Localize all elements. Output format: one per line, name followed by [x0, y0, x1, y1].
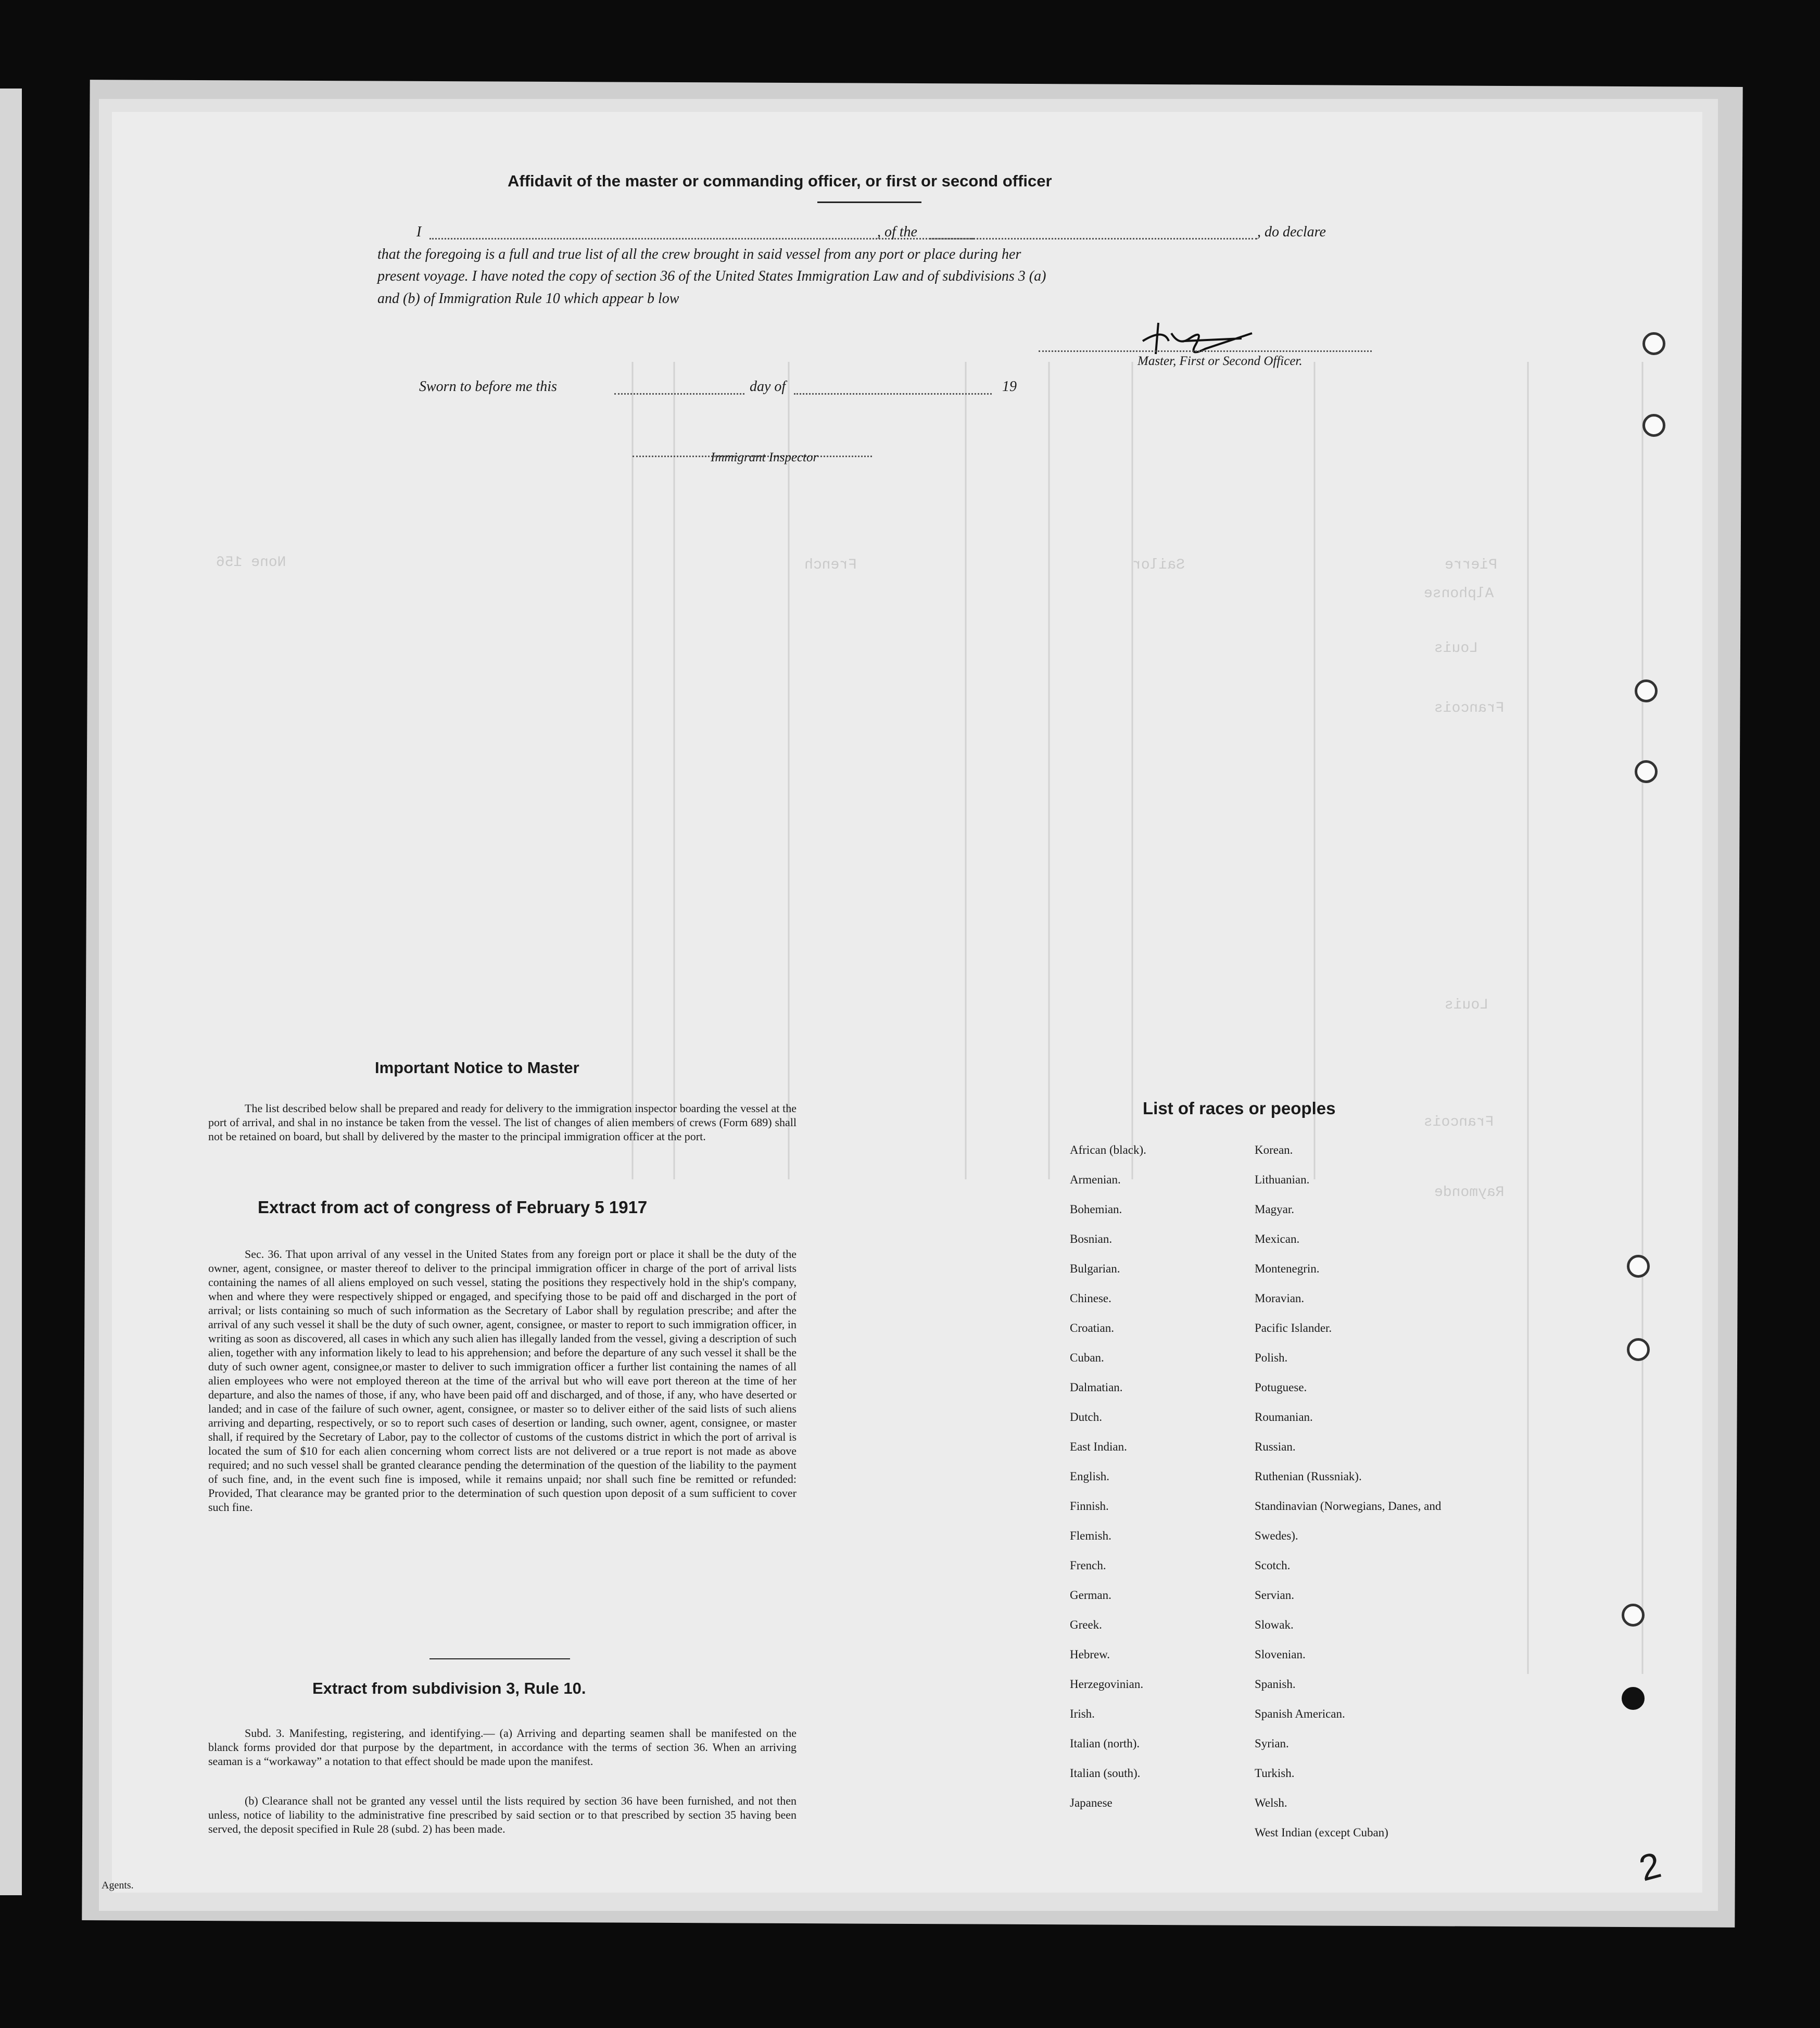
- extract-act-title: Extract from act of congress of February 5 1917: [258, 1198, 648, 1217]
- race-item: Dutch.: [1070, 1410, 1102, 1424]
- race-item: Chinese.: [1070, 1292, 1111, 1305]
- affidavit-of-the: , of the: [877, 224, 917, 240]
- race-item: Welsh.: [1255, 1796, 1287, 1809]
- master-signature: [1132, 318, 1257, 359]
- affidavit-line-2: that the foregoing is a full and true list of all the crew brought in said vessel from any port or place during her: [377, 246, 1021, 262]
- race-item: Standinavian (Norwegians, Danes, and Swedes).: [1255, 1500, 1442, 1542]
- binder-hole: [1622, 1687, 1645, 1710]
- race-item: Slowak.: [1255, 1618, 1294, 1631]
- race-item: French.: [1070, 1559, 1106, 1572]
- extract-divider: [429, 1658, 570, 1659]
- race-item: Bosnian.: [1070, 1232, 1113, 1245]
- race-item: West Indian (except Cuban): [1255, 1826, 1388, 1839]
- races-column-1: [1070, 1135, 1257, 1818]
- race-item: Spanish.: [1255, 1678, 1296, 1691]
- races-column-2: [1255, 1135, 1473, 1847]
- race-item: Roumanian.: [1255, 1410, 1313, 1424]
- race-item: Polish.: [1255, 1351, 1288, 1364]
- race-item: Pacific Islander.: [1255, 1321, 1332, 1334]
- extract-rule-title: Extract from subdivision 3, Rule 10.: [312, 1679, 586, 1697]
- race-item: Mexican.: [1255, 1232, 1300, 1245]
- race-item: Russian.: [1255, 1440, 1296, 1453]
- signature-caption: Master, First or Second Officer.: [1138, 354, 1303, 368]
- affidavit-line-I: I: [416, 224, 422, 240]
- race-item: Slovenian.: [1255, 1648, 1306, 1661]
- race-item: Herzegovinian.: [1070, 1678, 1144, 1691]
- binder-hole: [1635, 679, 1658, 702]
- race-item: Moravian.: [1255, 1292, 1305, 1305]
- race-item: Lithuanian.: [1255, 1173, 1310, 1186]
- inspector-caption: Immigrant Inspector: [711, 450, 818, 464]
- extract-rule-para-b: (b) Clearance shall not be granted any vessel until the lists required by section 36 have been furnished, and not then unless, notice of liability to the administrative fine prescribed by said section or to that prescribed by section 35 having been served, the deposit specified in Rule 28 (subd. 2) has been made.: [208, 1794, 797, 1835]
- race-item: Bulgarian.: [1070, 1262, 1120, 1275]
- race-item: East Indian.: [1070, 1440, 1127, 1453]
- race-item: Italian (north).: [1070, 1737, 1140, 1750]
- race-item: Irish.: [1070, 1707, 1095, 1720]
- race-item: German.: [1070, 1589, 1111, 1602]
- binder-hole: [1627, 1338, 1650, 1361]
- binder-hole: [1642, 414, 1665, 437]
- affidavit-title-underline: [817, 201, 921, 203]
- race-item: Italian (south).: [1070, 1767, 1141, 1780]
- race-item: Montenegrin.: [1255, 1262, 1320, 1275]
- race-item: Turkish.: [1255, 1767, 1295, 1780]
- race-item: Hebrew.: [1070, 1648, 1110, 1661]
- race-item: Flemish.: [1070, 1529, 1111, 1542]
- races-title: List of races or peoples: [1143, 1099, 1336, 1118]
- race-item: African (black).: [1070, 1143, 1146, 1156]
- document-page: Pierre Alphonse Louis Francois Louis Francois Raymonde Sailor French None 156 Affidavit of the master or commanding officer, or first or second officer I , of the , do declare that the foregoing is a full and true list of all the crew brought in said vessel from any port or place during her present voyage. I have noted the copy of section 36 of the United States Immigration Law and of subdivisions 3 (a) and (b) of Immigration Rule 10 which appear b low Master, First or Second Officer. Sworn to before me this day of 19 Immigrant Inspector Important Notice to Master The list described below shall be prepared and ready for delivery to the immigration inspector boarding the vessel at the port of arrival, and shal in no instance be taken from the vessel. The list of changes of alien members of crews (Form 689) shall not be retained on board, but shall by delivered by the master to the principal immigration officer at the port. Extract from act of congress of February 5 1917 Sec. 36. That upon arrival of any vessel in the United States from any foreign port or place it shall be the duty of the owner, agent, consignee, or master thereof to deliver to the principal immigration officer in charge of the port of arrival lists containing the names of all aliens employed on such vessel, stating the positions they respectively hold in the ship's company, when and where they were respectively shipped or engaged, and specifying those to be paid off and discharged in the port of arrival; or lists containing so much of such information as the Secretary of Labor shall by regulation prescribe; and after the arrival of any such vessel it shall be the duty of such owner, agent, consignee, or master to report to such immigration officer, in writing as soon as discovered, all cases in which any such alien has illegally landed from the vessel, giving a description of such alien, together with any information likely to lead to his apprehension; and before the departure of any such vessel it shall be the duty of such owner agent, consignee,or master to deliver to such immigration officer a further list containing the names of all alien employees who were not employed thereon at the time of the arrival but who will eave port thereon at the time of her departure, and also the names of those, if any, who have been paid off and discharged, and of those, if any, who have deserted or landed; and in case of the failure of such owner, agent, consignee, or master so to deliver either of the said lists of such aliens arriving and departing, respectively, or so to report such cases of desertion or landing, such owner, agent, consignee, or master shall, if required by the Secretary of Labor, pay to the collector of customs of the customs district in which the port of arrival is located the sum of $10 for each alien concerning whom correct lists are not delivered or a true report is not made as above required; and no such vessel shall be granted clearance pending the determination of the question of the liability to the payment of such fine, and, in the event such fine is imposed, while it remains unpaid; nor shall such fine be remitted or refunded: Provided, That clearance may be granted prior to the determination of such question upon deposit of a sum sufficient to cover such fine. Extract from subdivision 3, Rule 10. Subd. 3. Manifesting, registering, and identifying.— (a) Arriving and departing seamen shall be manifested on the blanck forms provided dor that purpose by the department, in accordance with the terms of section 36. When an arriving seaman is a “workaway” a notation to that effect should be made upon the manifest. (b) Clearance shall not be granted any vessel until the lists required by section 36 have been furnished, and not then unless, notice of liability to the administrative fine prescribed by said section or to that prescribed by section 35 having been served, the deposit specified in Rule 28 (subd. 2) has been made. List of races or peoples African (black). Armenian. Bohemian. Bosnian. Bulgarian. Chinese. Croatian. Cuban. Dalmatian. Dutch. East Indian. English. Finnish. Flemish. French. German. Greek. Hebrew. Herzegovinian. Irish. Italian (north). Italian (south). Japanese Korean. Lithuanian. Magyar. Mexican. Montenegrin. Moravian. Pacific Islander. Polish. Potuguese. Roumanian. Russian. Ruthenian (Russniak). Standinavian (Norwegians, Danes, and Swedes). Scotch. Servian. Slowak. Slovenian. Spanish. Spanish American. Syrian. Turkish. Welsh. West Indian (except Cuban) 2 Agents.: [112, 112, 1702, 1893]
- race-item: Croatian.: [1070, 1321, 1114, 1334]
- race-item: Greek.: [1070, 1618, 1102, 1631]
- race-item: Finnish.: [1070, 1500, 1109, 1513]
- race-item: Syrian.: [1255, 1737, 1289, 1750]
- race-item: Korean.: [1255, 1143, 1293, 1156]
- race-item: Japanese: [1070, 1796, 1113, 1809]
- binder-hole: [1642, 332, 1665, 355]
- page-number: 2: [1635, 1844, 1665, 1889]
- sworn-year-prefix: 19: [1002, 379, 1017, 395]
- race-item: Ruthenian (Russniak).: [1255, 1470, 1362, 1483]
- notice-title: Important Notice to Master: [375, 1059, 579, 1077]
- extract-act-body: Sec. 36. That upon arrival of any vessel in the United States from any foreign port or place it shall be the duty of the owner, agent, consignee, or master thereof to deliver to the principal immigration officer in charge of the port of arrival lists containing the names of all aliens employed on such vessel, stating the positions they respectively hold in the ship's company, when and where they were respectively shipped or engaged, and specifying those to be paid off and discharged in the port of arrival; or lists containing so much of such information as the Secretary of Labor shall by regulation prescribe; and after the arrival of any such vessel it shall be the duty of such owner, agent, consignee, or master to report to such immigration officer, in writing as soon as discovered, all cases in which any such alien has illegally landed from the vessel, giving a description of such alien, together with any information likely to lead to his apprehension; and before the departure of any such vessel it shall be the duty of such owner agent, consignee,or master to deliver to such immigration officer a further list containing the names of all alien employees who were not employed thereon at the time of the arrival but who will eave port thereon at the time of her departure, and also the names of those, if any, who have been paid off and discharged, and of those, if any, who have deserted or landed; and in case of the failure of such owner, agent, consignee, or master so to deliver either of the said lists of such aliens arriving and departing, respectively, or so to report such cases of desertion or landing, such owner, agent, consignee, or master shall, if required by the Secretary of Labor, pay to the collector of customs of the customs district in which the port of arrival is located the sum of $10 for each alien concerning whom correct lists are not delivered or a true report is not made as above required; and no such vessel shall be granted clearance pending the determination of the question of the liability to the payment of such fine, and, in the event such fine is imposed, while it remains unpaid; nor shall such fine be remitted or refunded: Provided, That clearance may be granted prior to the determination of such question upon deposit of a sum sufficient to cover such fine.: [208, 1248, 797, 1514]
- race-item: Servian.: [1255, 1589, 1295, 1602]
- affidavit-line-3: present voyage. I have noted the copy of section 36 of the United States Immigration Law and of subdivisions 3 (a): [377, 268, 1046, 284]
- affidavit-title: Affidavit of the master or commanding officer, or first or second officer: [508, 172, 1052, 190]
- agents-note: Agents.: [102, 1880, 134, 1891]
- affidavit-do-declare: , do declare: [1257, 224, 1326, 240]
- sworn-before: Sworn to before me this: [419, 379, 557, 395]
- affidavit-line-4: and (b) of Immigration Rule 10 which appear b low: [377, 291, 679, 307]
- vessel-name-field[interactable]: [929, 238, 1257, 240]
- notice-body: The list described below shall be prepared and ready for delivery to the immigration inspector boarding the vessel at the port of arrival, and shal in no instance be taken from the vessel. The list of changes of alien members of crews (Form 689) shall not be retained on board, but shall by delivered by the master to the principal immigration officer at the port.: [208, 1102, 797, 1143]
- race-item: English.: [1070, 1470, 1110, 1483]
- race-item: Magyar.: [1255, 1203, 1295, 1216]
- race-item: Cuban.: [1070, 1351, 1104, 1364]
- race-item: Dalmatian.: [1070, 1381, 1123, 1394]
- race-item: Bohemian.: [1070, 1203, 1122, 1216]
- binder-hole: [1622, 1604, 1645, 1627]
- binder-hole: [1635, 760, 1658, 783]
- binder-hole: [1627, 1255, 1650, 1278]
- race-item: Potuguese.: [1255, 1381, 1307, 1394]
- race-item: Spanish American.: [1255, 1707, 1345, 1720]
- sworn-day-field[interactable]: [614, 393, 744, 395]
- extract-rule-para-a: Subd. 3. Manifesting, registering, and identifying.— (a) Arriving and departing seamen shall be manifested on the blanck forms provided dor that purpose by the department, in accordance with the terms of section 36. When an arriving seaman is a “workaway” a notation to that effect should be made upon the manifest.: [208, 1727, 797, 1768]
- sworn-day-of: day of: [750, 379, 786, 395]
- race-item: Armenian.: [1070, 1173, 1121, 1186]
- race-item: Scotch.: [1255, 1559, 1291, 1572]
- adjacent-page-edge: [0, 89, 22, 1895]
- sworn-month-field[interactable]: [794, 393, 992, 395]
- signature-line: [1039, 350, 1372, 352]
